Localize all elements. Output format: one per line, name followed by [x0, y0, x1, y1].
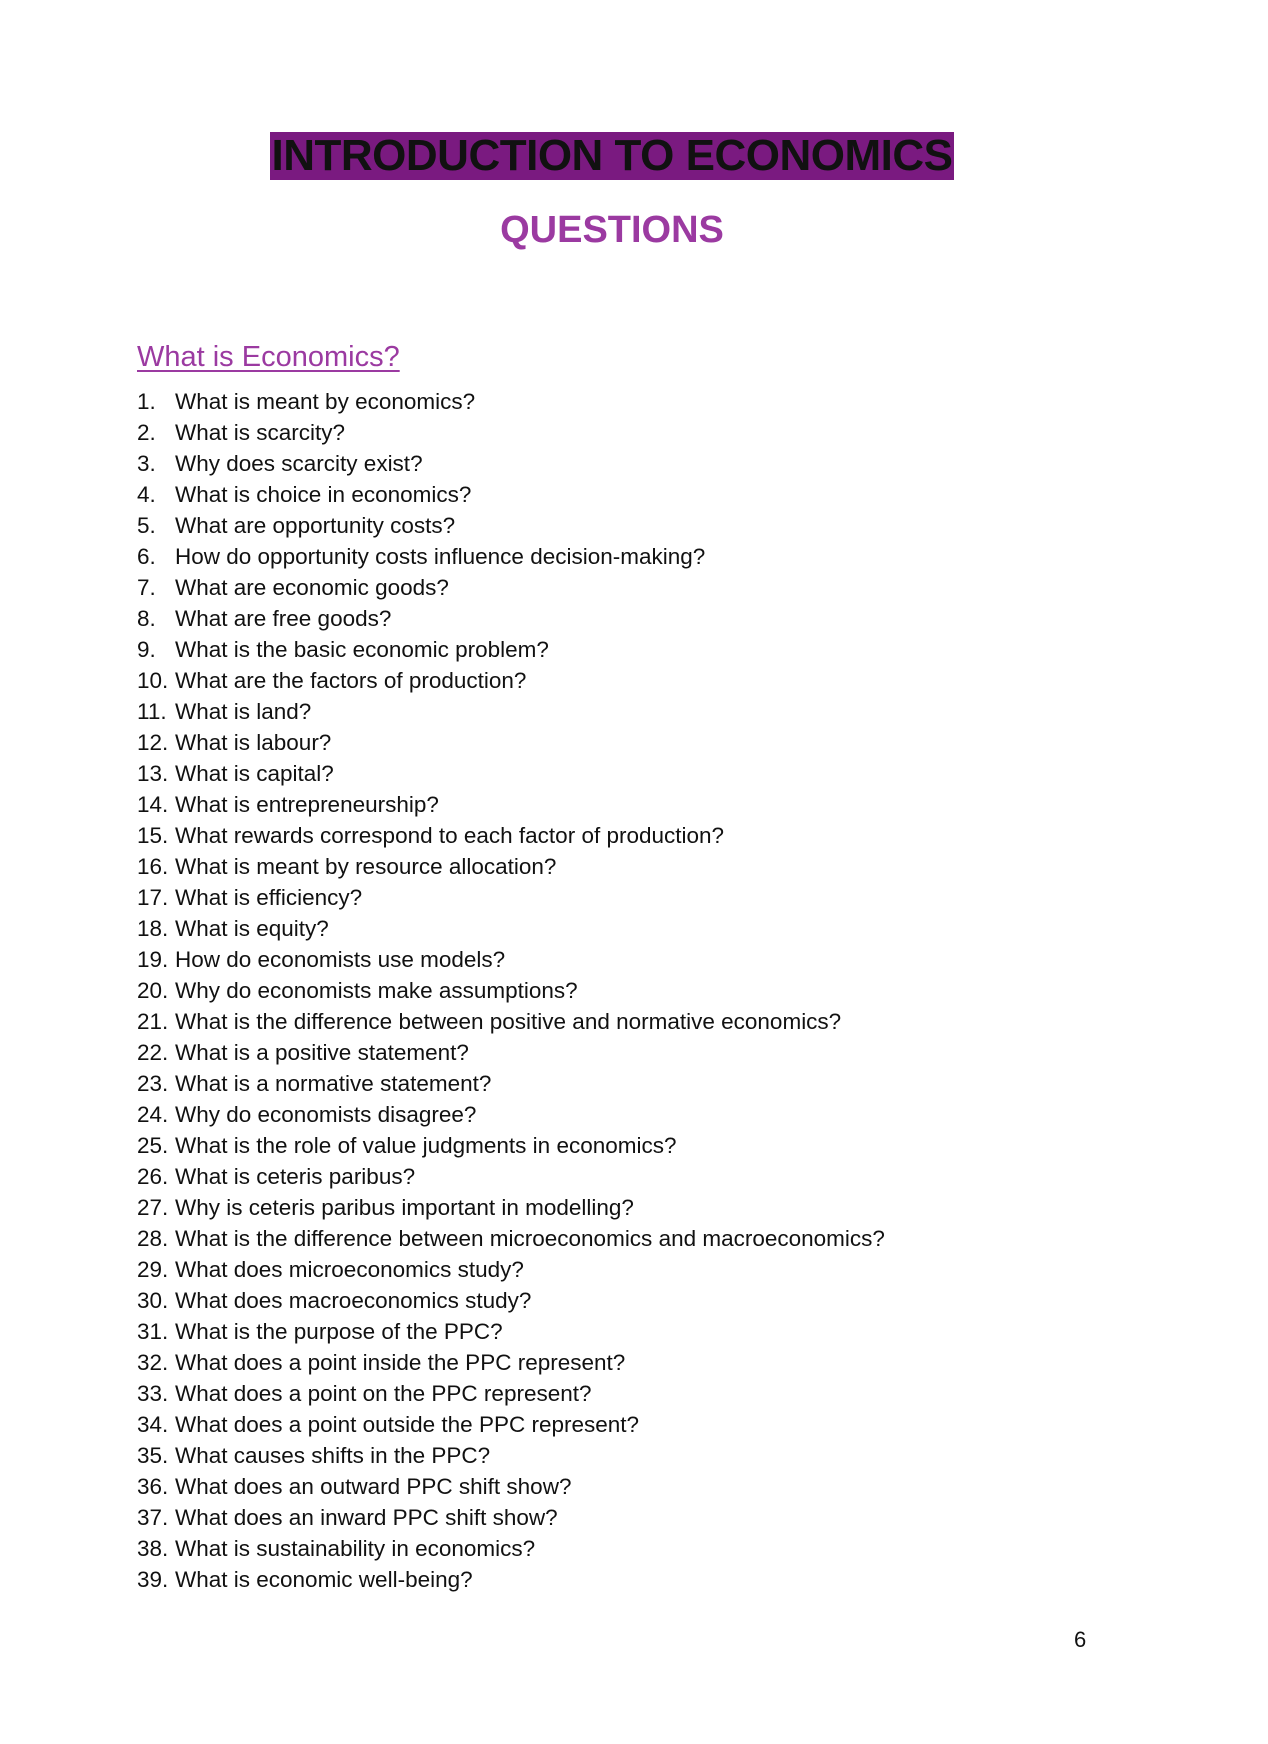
question-item: [137, 789, 885, 820]
question-text: How do opportunity costs influence decision-making?: [175, 544, 706, 569]
question-text: What is land?: [175, 699, 312, 724]
question-text: What is meant by resource allocation?: [175, 854, 557, 879]
question-number: 28.: [137, 1226, 169, 1251]
question-item: [137, 1006, 885, 1037]
question-item: [137, 944, 885, 975]
question-number: 18.: [137, 916, 169, 941]
question-text: What is a normative statement?: [175, 1071, 492, 1096]
question-item: [137, 634, 885, 665]
question-number: 34.: [137, 1412, 169, 1437]
question-number: 22.: [137, 1040, 169, 1065]
title-container: [0, 132, 1224, 180]
question-item: [137, 1316, 885, 1347]
question-text: What does microeconomics study?: [175, 1257, 524, 1282]
question-item: [137, 758, 885, 789]
question-number: 17.: [137, 885, 169, 910]
question-text: What is capital?: [175, 761, 334, 786]
question-text: What is economic well-being?: [175, 1567, 473, 1592]
question-item: [137, 975, 885, 1006]
question-text: What does macroeconomics study?: [175, 1288, 532, 1313]
question-item: [137, 1502, 885, 1533]
question-item: [137, 1161, 885, 1192]
question-text: What is meant by economics?: [175, 389, 476, 414]
question-text: What does a point inside the PPC represent?: [175, 1350, 626, 1375]
question-text: What does an outward PPC shift show?: [175, 1474, 572, 1499]
question-item: [137, 1378, 885, 1409]
question-text: What is the purpose of the PPC?: [175, 1319, 503, 1344]
question-number: 26.: [137, 1164, 169, 1189]
question-item: [137, 820, 885, 851]
question-text: What rewards correspond to each factor of production?: [175, 823, 725, 848]
question-item: [137, 479, 885, 510]
question-text: What are economic goods?: [175, 575, 449, 600]
question-text: What is a positive statement?: [175, 1040, 469, 1065]
question-list: [137, 386, 885, 1595]
question-item: [137, 541, 885, 572]
question-item: [137, 1130, 885, 1161]
question-item: [137, 913, 885, 944]
question-number: 32.: [137, 1350, 169, 1375]
question-number: 13.: [137, 761, 169, 786]
question-text: What is the basic economic problem?: [175, 637, 549, 662]
question-text: Why is ceteris paribus important in modelling?: [175, 1195, 634, 1220]
question-text: Why do economists make assumptions?: [175, 978, 578, 1003]
question-number: 33.: [137, 1381, 169, 1406]
question-text: What is the difference between positive and normative economics?: [175, 1009, 842, 1034]
question-text: What are opportunity costs?: [175, 513, 456, 538]
question-number: 1.: [137, 389, 156, 414]
question-item: [137, 417, 885, 448]
question-item: [137, 882, 885, 913]
question-item: [137, 1440, 885, 1471]
question-item: [137, 1409, 885, 1440]
question-number: 9.: [137, 637, 156, 662]
question-text: What is equity?: [175, 916, 329, 941]
question-number: 39.: [137, 1567, 169, 1592]
question-item: [137, 1564, 885, 1595]
question-item: [137, 1192, 885, 1223]
question-item: [137, 1285, 885, 1316]
question-item: [137, 696, 885, 727]
question-number: 4.: [137, 482, 156, 507]
question-number: 27.: [137, 1195, 169, 1220]
question-number: 20.: [137, 978, 169, 1003]
question-number: 5.: [137, 513, 156, 538]
question-number: 10.: [137, 668, 169, 693]
question-text: What is entrepreneurship?: [175, 792, 439, 817]
question-number: 8.: [137, 606, 156, 631]
page-number: 6: [1074, 1627, 1087, 1652]
section-heading-link[interactable]: What is Economics?: [137, 341, 400, 373]
question-number: 3.: [137, 451, 156, 476]
question-number: 11.: [137, 699, 167, 724]
question-text: How do economists use models?: [175, 947, 506, 972]
question-item: [137, 1223, 885, 1254]
question-number: 19.: [137, 947, 169, 972]
question-text: What is choice in economics?: [175, 482, 472, 507]
question-item: [137, 448, 885, 479]
question-number: 6.: [137, 544, 156, 569]
question-item: [137, 851, 885, 882]
question-item: [137, 1254, 885, 1285]
question-number: 38.: [137, 1536, 169, 1561]
question-number: 35.: [137, 1443, 169, 1468]
question-text: What are free goods?: [175, 606, 392, 631]
question-text: What is efficiency?: [175, 885, 363, 910]
question-item: [137, 603, 885, 634]
question-item: [137, 1347, 885, 1378]
question-number: 2.: [137, 420, 156, 445]
question-number: 29.: [137, 1257, 169, 1282]
question-number: 31.: [137, 1319, 169, 1344]
question-number: 15.: [137, 823, 169, 848]
page-subtitle: QUESTIONS: [500, 209, 724, 251]
question-text: What is the difference between microeconomics and macroeconomics?: [175, 1226, 885, 1251]
question-number: 36.: [137, 1474, 169, 1499]
question-number: 7.: [137, 575, 156, 600]
question-text: What is labour?: [175, 730, 332, 755]
question-item: [137, 1037, 885, 1068]
question-number: 37.: [137, 1505, 169, 1530]
question-number: 16.: [137, 854, 169, 879]
question-number: 14.: [137, 792, 169, 817]
question-number: 30.: [137, 1288, 169, 1313]
question-text: What does a point on the PPC represent?: [175, 1381, 592, 1406]
question-item: [137, 1068, 885, 1099]
question-number: 12.: [137, 730, 169, 755]
question-text: What does a point outside the PPC represent?: [175, 1412, 640, 1437]
question-item: [137, 510, 885, 541]
question-number: 24.: [137, 1102, 169, 1127]
question-item: [137, 1471, 885, 1502]
question-text: What is the role of value judgments in economics?: [175, 1133, 677, 1158]
question-number: 25.: [137, 1133, 169, 1158]
question-text: What causes shifts in the PPC?: [175, 1443, 491, 1468]
question-text: What are the factors of production?: [175, 668, 527, 693]
question-item: [137, 727, 885, 758]
question-number: 23.: [137, 1071, 169, 1096]
question-item: [137, 665, 885, 696]
question-text: What is ceteris paribus?: [175, 1164, 416, 1189]
question-item: [137, 386, 885, 417]
question-text: What is sustainability in economics?: [175, 1536, 536, 1561]
question-item: [137, 572, 885, 603]
question-text: Why does scarcity exist?: [175, 451, 423, 476]
page-title: INTRODUCTION TO ECONOMICS: [271, 131, 953, 180]
question-text: Why do economists disagree?: [175, 1102, 477, 1127]
question-item: [137, 1533, 885, 1564]
question-text: What is scarcity?: [175, 420, 346, 445]
question-number: 21.: [137, 1009, 169, 1034]
question-text: What does an inward PPC shift show?: [175, 1505, 558, 1530]
question-item: [137, 1099, 885, 1130]
